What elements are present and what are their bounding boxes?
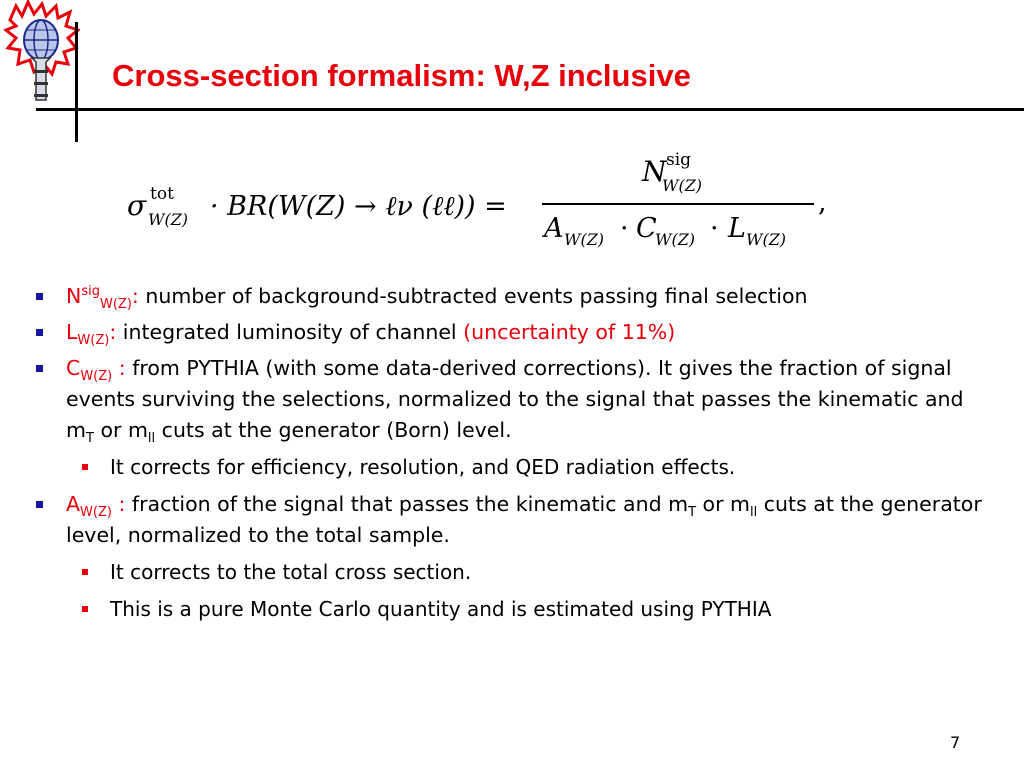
bullet-marker xyxy=(36,365,43,372)
sub-bullet-a-2 xyxy=(36,594,996,625)
cross-section-formula xyxy=(122,145,842,255)
bullet-luminosity xyxy=(36,317,996,348)
c-mll-sub: ll xyxy=(147,431,156,447)
n-sup: sig xyxy=(81,284,100,300)
c-sub-bullet-text: It corrects for efficiency, resolution, and QED radiation effects. xyxy=(110,455,736,479)
sub-bullet-a-1 xyxy=(36,557,996,588)
formula-lhs: · BR(W(Z) → ℓν (ℓℓ)) = xyxy=(210,191,507,222)
sub-bullet-marker xyxy=(82,569,88,575)
bullet-marker xyxy=(36,293,43,300)
formula-numerator-sub: W(Z) xyxy=(662,176,703,195)
c-text-a: from PYTHIA (with some data-derived corrections). It gives the fraction of signal events surviving the selections, normalized to the signal that passes the kinematic and m xyxy=(66,356,964,442)
a-mll-sub: ll xyxy=(750,505,758,521)
l-text: integrated luminosity of channel xyxy=(116,320,464,344)
n-text: number of background-subtracted events passing final selection xyxy=(138,284,808,308)
a-symbol: A xyxy=(66,492,81,516)
c-text-b: or m xyxy=(93,418,148,442)
formula-numerator: N xyxy=(642,155,667,188)
sub-bullet-marker xyxy=(82,464,88,470)
formula-den-c-sub: W(Z) xyxy=(655,230,696,249)
formula-den-l: L xyxy=(728,213,746,244)
title-vertical-rule xyxy=(75,22,78,142)
bullet-n-sig xyxy=(36,281,996,312)
formula-den-dot-1: · xyxy=(620,213,629,244)
formula-den-a: A xyxy=(544,213,564,244)
formula-sigma-sup: tot xyxy=(150,184,174,204)
formula-sigma-sub: W(Z) xyxy=(148,210,189,229)
bullet-c-factor xyxy=(36,353,996,446)
l-symbol: L xyxy=(66,320,78,344)
formula-den-dot-2: · xyxy=(710,213,719,244)
n-colon: : xyxy=(131,284,139,308)
formula-den-c: C xyxy=(636,213,657,244)
formula-den-l-sub: W(Z) xyxy=(746,230,787,249)
formula-den-a-sub: W(Z) xyxy=(564,230,605,249)
bullet-marker xyxy=(36,501,43,508)
a-colon: : xyxy=(111,492,126,516)
l-sub: W(Z) xyxy=(77,333,110,349)
a-text-a: fraction of the signal that passes the kinematic and m xyxy=(125,492,689,516)
bullet-marker xyxy=(36,329,43,336)
a-sub: W(Z) xyxy=(80,505,112,521)
a-text-c: cuts at the generator level, normalized to the total sample. xyxy=(66,492,982,547)
formula-comma: , xyxy=(818,187,827,218)
c-colon: : xyxy=(112,356,126,380)
sub-bullet-c-1 xyxy=(36,452,996,483)
a-sub-bullet-text-2: This is a pure Monte Carlo quantity and is estimated using PYTHIA xyxy=(110,597,772,621)
c-mt-sub: T xyxy=(85,431,94,447)
formula-sigma: σ xyxy=(127,189,147,222)
bullet-list xyxy=(36,281,996,625)
atlas-logo xyxy=(2,0,80,112)
page-number: 7 xyxy=(950,733,961,752)
n-sub: W(Z) xyxy=(99,297,132,313)
a-sub-bullet-text-1: It corrects to the total cross section. xyxy=(110,560,472,584)
n-symbol: N xyxy=(66,284,82,308)
sub-bullet-marker xyxy=(82,606,88,612)
a-mt-sub: T xyxy=(688,505,697,521)
c-symbol: C xyxy=(66,356,81,380)
bullet-a-factor xyxy=(36,489,996,551)
title-horizontal-rule xyxy=(36,108,1024,111)
c-text-c: cuts at the generator (Born) level. xyxy=(155,418,512,442)
l-colon: : xyxy=(109,320,117,344)
l-uncertainty: (uncertainty of 11%) xyxy=(463,320,676,344)
c-sub: W(Z) xyxy=(80,369,113,385)
a-text-b: or m xyxy=(696,492,751,516)
formula-numerator-sup: sig xyxy=(666,150,692,170)
slide-title: Cross-section formalism: W,Z inclusive xyxy=(112,58,691,93)
